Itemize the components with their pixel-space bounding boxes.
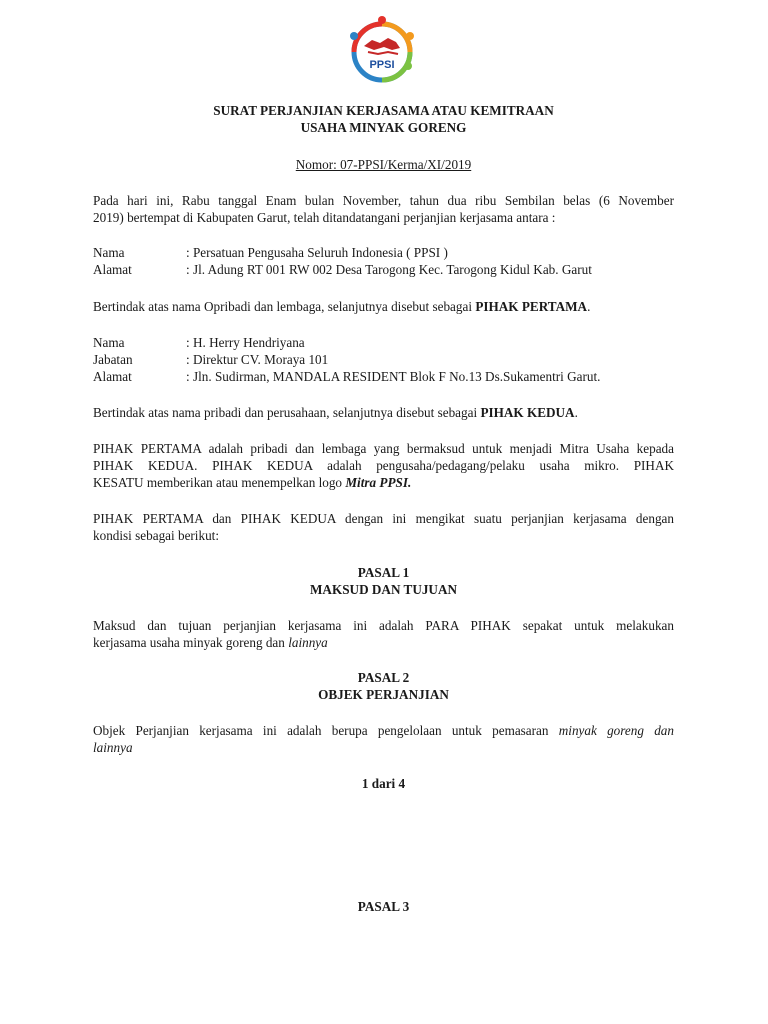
intro-line-1: Pada hari ini, Rabu tanggal Enam bulan November, tahun dua ribu Sembilan belas (6 November bbox=[93, 193, 674, 208]
party-1-role: PIHAK PERTAMA bbox=[475, 299, 588, 314]
party-1-row-nama bbox=[93, 244, 674, 261]
para-1-line-1: PIHAK PERTAMA adalah pribadi dan lembaga yang bermaksud untuk menjadi Mitra Usaha kepada bbox=[93, 441, 674, 456]
field-value: : Direktur CV. Moraya 101 bbox=[186, 352, 329, 367]
party-2-details bbox=[93, 334, 674, 385]
pasal-2-subtitle: OBJEK PERJANJIAN bbox=[318, 687, 449, 702]
pasal-2-line-1 bbox=[93, 722, 674, 739]
agreement-paragraph bbox=[93, 510, 674, 544]
document-title bbox=[93, 102, 674, 136]
pasal-1-emph: lainnya bbox=[288, 635, 328, 650]
pasal-2-heading bbox=[93, 669, 674, 703]
title-line-1: SURAT PERJANJIAN KERJASAMA ATAU KEMITRAAN bbox=[213, 103, 554, 118]
field-label: Alamat bbox=[93, 369, 132, 384]
party-1-row-alamat bbox=[93, 261, 674, 278]
ppsi-logo bbox=[348, 10, 416, 90]
logo-text: PPSI bbox=[369, 59, 395, 71]
pasal-1-title: PASAL 1 bbox=[357, 565, 410, 580]
field-label: Nama bbox=[93, 245, 125, 260]
pasal-1-line-1: Maksud dan tujuan perjanjian kerjasama ini adalah PARA PIHAK sepakat untuk melakukan bbox=[93, 618, 674, 633]
pasal-1-heading bbox=[93, 564, 674, 598]
intro-line-2: 2019) bertempat di Kabupaten Garut, telah ditandatangani perjanjian kerjasama antara : bbox=[93, 210, 556, 225]
pasal-1-body bbox=[93, 617, 674, 651]
page-number: 1 dari 4 bbox=[361, 776, 406, 791]
nomor-text: Nomor: 07-PPSI/Kerma/XI/2019 bbox=[295, 157, 472, 172]
field-label: Nama bbox=[93, 335, 125, 350]
para-1-line-3-text: KESATU memberikan atau menempelkan logo bbox=[93, 475, 346, 490]
field-label: Jabatan bbox=[93, 352, 133, 367]
statement-end: . bbox=[587, 299, 591, 314]
statement-text: Bertindak atas nama pribadi dan perusahaan, selanjutnya disebut sebagai bbox=[93, 405, 481, 420]
document-number bbox=[93, 156, 674, 173]
statement-end: . bbox=[574, 405, 578, 420]
party-2-statement bbox=[93, 404, 674, 421]
intro-paragraph bbox=[93, 192, 674, 226]
party-2-row-nama bbox=[93, 334, 674, 351]
para-2-line-1: PIHAK PERTAMA dan PIHAK KEDUA dengan ini mengikat suatu perjanjian kerjasama dengan bbox=[93, 511, 674, 526]
field-value: : Jln. Sudirman, MANDALA RESIDENT Blok F No.13 Ds.Sukamentri Garut. bbox=[186, 369, 601, 384]
pasal-2-title: PASAL 2 bbox=[357, 670, 410, 685]
para-2-line-2: kondisi sebagai berikut: bbox=[93, 528, 219, 543]
pasal-2-body bbox=[93, 722, 674, 756]
pasal-1-line-2-text: kerjasama usaha minyak goreng dan bbox=[93, 635, 289, 650]
title-line-2: USAHA MINYAK GORENG bbox=[300, 120, 467, 135]
pasal-2-emph-1: minyak goreng dan bbox=[558, 723, 674, 738]
pasal-2-line-1-text: Objek Perjanjian kerjasama ini adalah berupa pengelolaan untuk pemasaran bbox=[93, 723, 559, 738]
statement-text: Bertindak atas nama Opribadi dan lembaga, selanjutnya disebut sebagai bbox=[93, 299, 476, 314]
party-2-role: PIHAK KEDUA bbox=[480, 405, 575, 420]
mitra-ppsi-label: Mitra PPSI. bbox=[345, 475, 412, 490]
party-2-row-alamat bbox=[93, 368, 674, 385]
pasal-1-line-2 bbox=[93, 634, 674, 651]
party-2-row-jabatan bbox=[93, 351, 674, 368]
field-value: : H. Herry Hendriyana bbox=[186, 335, 305, 350]
field-label: Alamat bbox=[93, 262, 132, 277]
para-1-line-3 bbox=[93, 474, 674, 491]
pasal-1-subtitle: MAKSUD DAN TUJUAN bbox=[309, 582, 458, 597]
partnership-paragraph bbox=[93, 440, 674, 491]
pasal-2-line-2 bbox=[93, 739, 674, 756]
pasal-2-emph-2: lainnya bbox=[93, 740, 133, 755]
field-value: : Persatuan Pengusaha Seluruh Indonesia ( PPSI ) bbox=[186, 245, 448, 260]
field-value: : Jl. Adung RT 001 RW 002 Desa Tarogong Kec. Tarogong Kidul Kab. Garut bbox=[186, 262, 592, 277]
ppsi-logo-icon bbox=[348, 10, 416, 90]
para-1-line-2: PIHAK KEDUA. PIHAK KEDUA adalah pengusaha/pedagang/pelaku usaha mikro. PIHAK bbox=[93, 458, 674, 473]
party-1-statement bbox=[93, 298, 674, 315]
party-1-details bbox=[93, 244, 674, 278]
pasal-3-heading: PASAL 3 bbox=[357, 899, 410, 914]
